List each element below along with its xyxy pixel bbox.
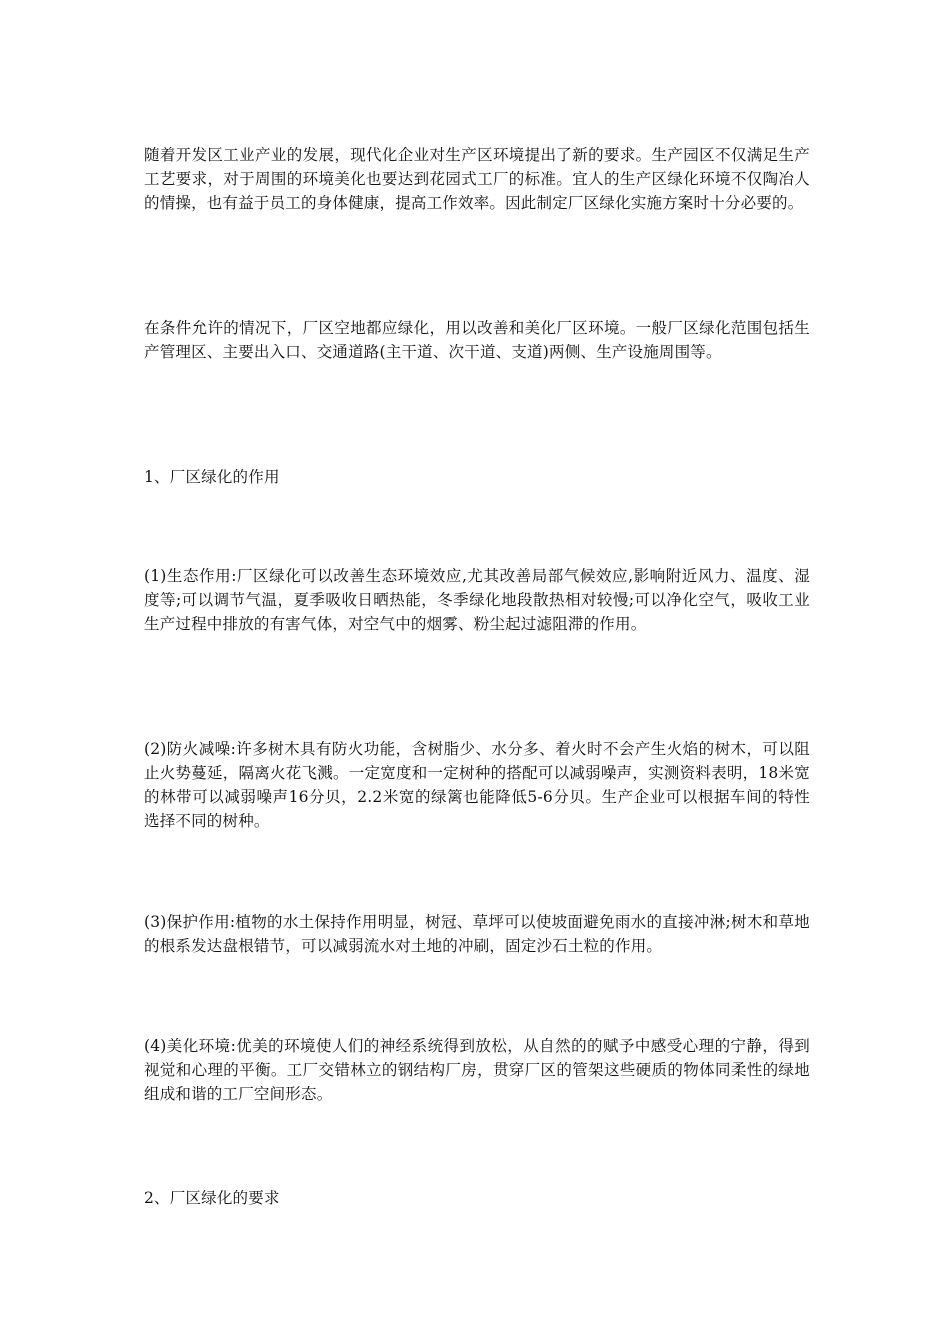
protection-paragraph: (3)保护作用:植物的水土保持作用明显，树冠、草坪可以使坡面避免雨水的直接冲淋;树木和草地的根系发达盘根错节，可以减弱流水对土地的冲刷，固定沙石土粒的作用。	[144, 913, 810, 955]
ecology-paragraph: (1)生态作用:厂区绿化可以改善生态环境效应,尤其改善局部气候效应,影响附近风力、温度、湿度等;可以调节气温，夏季吸收日晒热能，冬季绿化地段散热相对较慢;可以净化空气，吸收工业生产过程中排放的有害气体，对空气中的烟雾、粉尘起过滤阻滞的作用。	[144, 567, 810, 633]
scope-paragraph: 在条件允许的情况下，厂区空地都应绿化，用以改善和美化厂区环境。一般厂区绿化范围包括生产管理区、主要出入口、交通道路(主干道、次干道、支道)两侧、生产设施周围等。	[144, 319, 810, 361]
beautify-paragraph: (4)美化环境:优美的环境使人们的神经系统得到放松，从自然的的赋予中感受心理的宁静，得到视觉和心理的平衡。工厂交错林立的钢结构厂房，贯穿厂区的管架这些硬质的物体同柔性的绿地组成和谐的工厂空间形态。	[144, 1037, 810, 1103]
section-heading-2: 2、厂区绿化的要求	[144, 1189, 280, 1207]
intro-paragraph: 随着开发区工业产业的发展，现代化企业对生产区环境提出了新的要求。生产园区不仅满足生产工艺要求，对于周围的环境美化也要达到花园式工厂的标准。宜人的生产区绿化环境不仅陶冶人的情操，也有益于员工的身体健康，提高工作效率。因此制定厂区绿化实施方案时十分必要的。	[144, 146, 810, 212]
section-heading-1: 1、厂区绿化的作用	[144, 468, 280, 486]
fire-noise-paragraph: (2)防火减噪:许多树木具有防火功能，含树脂少、水分多、着火时不会产生火焰的树木，可以阻止火势蔓延，隔离火花飞溅。一定宽度和一定树种的搭配可以减弱噪声，实测资料表明，18米宽的林带可以减弱噪声16分贝，2.2米宽的绿篱也能降低5-6分贝。生产企业可以根据车间的特性选择不同的树种。	[144, 740, 810, 830]
